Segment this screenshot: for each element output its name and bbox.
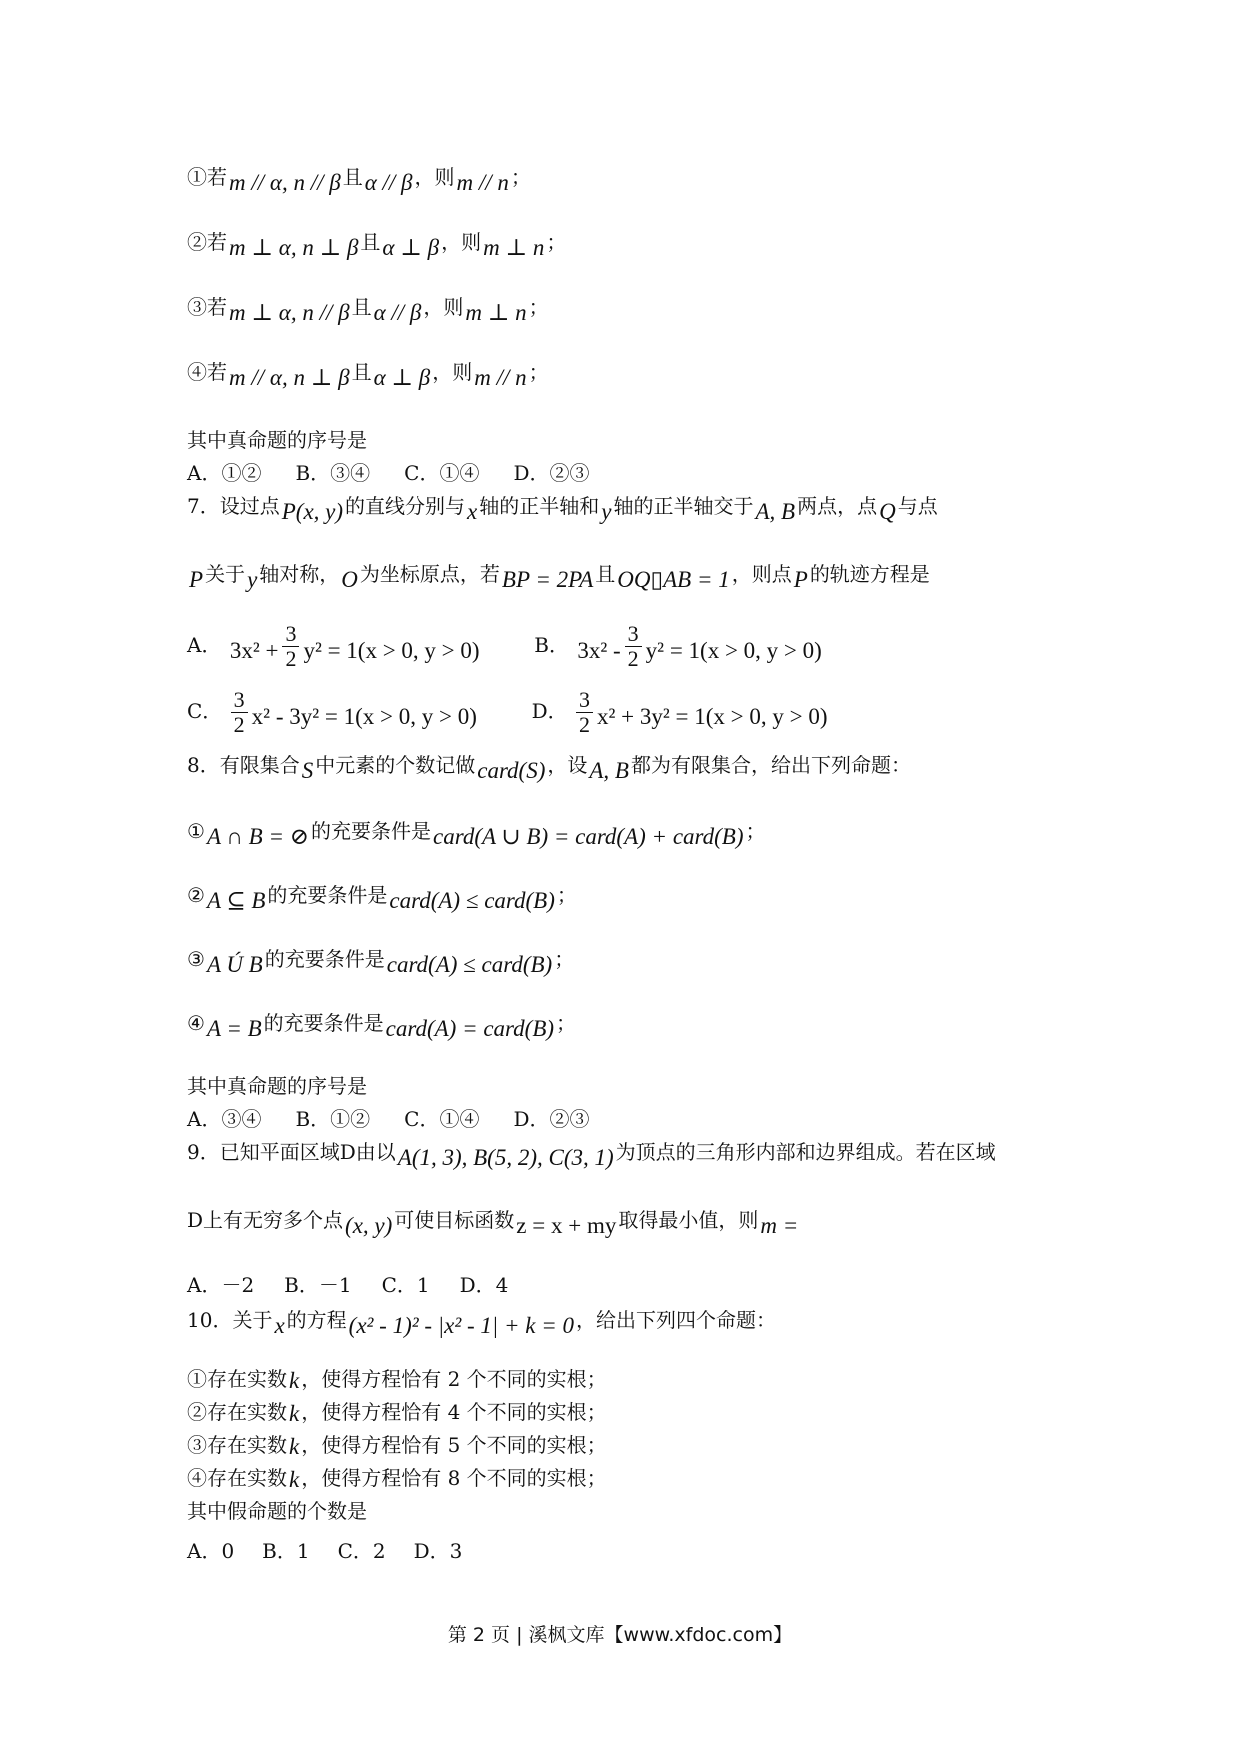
math-condition: m // α, n ⊥ β — [229, 365, 350, 390]
option-d: D．3 — [413, 1539, 463, 1563]
q8-prop-3 — [187, 946, 575, 977]
math: x² + 3y² = 1(x > 0, y > 0) — [596, 704, 828, 729]
denominator: 2 — [233, 712, 245, 737]
option-d: D．4 — [459, 1273, 509, 1297]
q10-options — [187, 1538, 496, 1564]
text: 轴对称， — [259, 562, 340, 586]
prop-number: ① — [187, 819, 205, 843]
numerator: 3 — [282, 622, 299, 647]
math-result: card(A ∪ B) = card(A) + card(B) — [433, 824, 744, 849]
prop-number: ② — [187, 230, 207, 254]
text: 的充要条件是 — [263, 1011, 384, 1035]
text: 为坐标原点，若 — [359, 562, 500, 586]
math-x: x — [467, 499, 478, 524]
text: 若 — [207, 165, 227, 189]
text: ，则 — [432, 360, 473, 384]
text: ，使得方程恰有 5 个不同的实根； — [301, 1433, 607, 1457]
text: ，则 — [414, 165, 455, 189]
option-a: A．－2 — [187, 1273, 255, 1297]
option-c: C．①④ — [404, 1107, 480, 1131]
text: 都为有限集合，给出下列命题： — [630, 753, 911, 777]
q6-options — [187, 460, 624, 486]
math-vector-eq: BP = 2PA — [501, 567, 594, 592]
fraction — [625, 622, 642, 671]
option-b: B．①② — [295, 1107, 371, 1131]
math-result: card(A) = card(B) — [385, 1016, 555, 1041]
q8-prop-4 — [187, 1010, 577, 1041]
math-k: k — [289, 1401, 300, 1426]
math-x: x — [274, 1313, 285, 1338]
q6-question: 其中真命题的序号是 — [187, 428, 367, 452]
math-objective: z = x + my — [516, 1213, 617, 1238]
text: 轴的正半轴和 — [479, 494, 600, 518]
text: 取得最小值，则 — [618, 1208, 759, 1232]
q7-stem-line-1 — [187, 493, 938, 524]
math-condition: m ⊥ α, n ⊥ β — [229, 235, 359, 260]
math-condition: α ⊥ β — [382, 235, 440, 260]
option-c — [187, 687, 485, 737]
prop-number: ① — [187, 165, 207, 189]
text: 且 — [351, 295, 372, 319]
numerator: 3 — [231, 688, 248, 713]
math-p: P — [189, 567, 204, 592]
text: ，使得方程恰有 8 个不同的实根； — [301, 1466, 607, 1490]
text: 的方程 — [286, 1308, 347, 1332]
text: ，则 — [423, 295, 464, 319]
fraction — [231, 688, 248, 737]
prop-number: ④ — [187, 1011, 205, 1035]
math-k: k — [289, 1368, 300, 1393]
prop-number: ② — [187, 1400, 207, 1424]
text: 的直线分别与 — [345, 494, 466, 518]
option-label: C． — [187, 699, 223, 723]
q8-options — [187, 1106, 624, 1132]
math-conclusion: m // n — [456, 170, 509, 195]
text: ； — [528, 360, 549, 384]
math: y² = 1(x > 0, y > 0) — [645, 638, 822, 663]
option-d — [531, 687, 830, 737]
option-c: C．①④ — [404, 461, 480, 485]
numerator: 3 — [576, 688, 593, 713]
text: ，使得方程恰有 2 个不同的实根； — [301, 1367, 607, 1391]
fraction — [282, 622, 299, 671]
math-condition: A = B — [206, 1016, 262, 1041]
math-q: Q — [879, 499, 896, 524]
text: 存在实数 — [207, 1367, 287, 1391]
option-a: A．③④ — [187, 1107, 262, 1131]
math-p: P — [793, 567, 808, 592]
math-condition: A ∩ B = ⊘ — [206, 824, 310, 849]
math: 3x² + — [229, 638, 279, 663]
prop-number: ④ — [187, 360, 207, 384]
q10-question: 其中假命题的个数是 — [187, 1499, 367, 1523]
q10-prop-3 — [187, 1432, 607, 1458]
text: 且 — [595, 562, 616, 586]
q7-options-cd — [187, 688, 829, 737]
prop-number: ③ — [187, 947, 205, 971]
prop-number: ③ — [187, 295, 207, 319]
q8-stem — [187, 752, 911, 783]
q6-prop-2 — [187, 229, 567, 260]
option-d: D．②③ — [513, 1107, 590, 1131]
math-condition: α // β — [364, 170, 413, 195]
text: 两点，点 — [797, 494, 878, 518]
prop-number: ③ — [187, 1433, 207, 1457]
page-footer: 第 2 页 | 溪枫文库【www.xfdoc.com】 — [447, 1624, 793, 1646]
option-c: C．1 — [381, 1273, 430, 1297]
math-conclusion: m // n — [474, 365, 527, 390]
math: y² = 1(x > 0, y > 0) — [303, 638, 480, 663]
text: 的充要条件是 — [264, 947, 385, 971]
option-a — [187, 621, 488, 671]
text: 8．有限集合 — [187, 753, 300, 777]
q6-prop-4 — [187, 359, 549, 390]
math-ab: A, B — [755, 499, 796, 524]
text: ，给出下列四个命题： — [575, 1308, 776, 1332]
math-y: y — [247, 567, 258, 592]
text: 且 — [360, 230, 381, 254]
text: ； — [556, 883, 577, 907]
prop-number: ② — [187, 883, 205, 907]
q9-options — [187, 1272, 542, 1298]
text: 存在实数 — [207, 1433, 287, 1457]
text: 7．设过点 — [187, 494, 280, 518]
denominator: 2 — [627, 646, 639, 671]
option-label: A． — [187, 633, 222, 657]
text: 且 — [342, 165, 363, 189]
math-result: card(A) ≤ card(B) — [386, 952, 553, 977]
text: ，使得方程恰有 4 个不同的实根； — [301, 1400, 607, 1424]
text: 的充要条件是 — [267, 883, 388, 907]
math-condition: m // α, n // β — [229, 170, 341, 195]
math-m: m = — [760, 1213, 799, 1238]
math-condition: α ⊥ β — [373, 365, 431, 390]
text: 且 — [351, 360, 372, 384]
text: 的充要条件是 — [311, 819, 432, 843]
option-b: B．－1 — [284, 1273, 352, 1297]
text: ，则点 — [731, 562, 792, 586]
text: D上有无穷多个点 — [187, 1208, 344, 1232]
q10-prop-2 — [187, 1399, 607, 1425]
option-b: B．③④ — [295, 461, 371, 485]
denominator: 2 — [285, 646, 297, 671]
option-a: A．①② — [187, 461, 262, 485]
math-point: (x, y) — [345, 1213, 393, 1238]
q10-stem — [187, 1307, 776, 1338]
option-label: D． — [531, 699, 568, 723]
math: x² - 3y² = 1(x > 0, y > 0) — [251, 704, 477, 729]
text: 与点 — [897, 494, 938, 518]
fraction — [576, 688, 593, 737]
math-k: k — [289, 1434, 300, 1459]
q9-stem-line-1 — [187, 1139, 996, 1170]
text: 若 — [207, 295, 227, 319]
text: 轴的正半轴交于 — [613, 494, 754, 518]
option-b — [534, 621, 824, 671]
option-a: A．0 — [187, 1539, 235, 1563]
q10-prop-1 — [187, 1366, 607, 1392]
text: ； — [556, 1011, 577, 1035]
option-label: B． — [534, 633, 569, 657]
text: ； — [510, 165, 531, 189]
text: 可使目标函数 — [394, 1208, 515, 1232]
text: 关于 — [205, 562, 246, 586]
q9-stem-line-2 — [187, 1207, 800, 1238]
q6-prop-1 — [187, 164, 531, 195]
text: 10．关于 — [187, 1308, 273, 1332]
text: ； — [546, 230, 567, 254]
option-c: C．2 — [337, 1539, 386, 1563]
math-o: O — [341, 567, 358, 592]
q8-prop-1 — [187, 818, 766, 849]
math-card: card(S) — [477, 758, 546, 783]
text: 中元素的个数记做 — [315, 753, 476, 777]
math-condition: A Ú B — [206, 952, 263, 977]
text: ； — [554, 947, 575, 971]
text: 的轨迹方程是 — [809, 562, 930, 586]
prop-number: ④ — [187, 1466, 207, 1490]
math-conclusion: m ⊥ n — [483, 235, 545, 260]
text: 9．已知平面区域D由以 — [187, 1140, 396, 1164]
text: 存在实数 — [207, 1400, 287, 1424]
math-condition: α // β — [373, 300, 422, 325]
math-k: k — [289, 1467, 300, 1492]
math-condition: m ⊥ α, n // β — [229, 300, 350, 325]
math-points: A(1, 3), B(5, 2), C(3, 1) — [397, 1145, 614, 1170]
numerator: 3 — [625, 622, 642, 647]
prop-number: ① — [187, 1367, 207, 1391]
q7-stem-line-2 — [187, 561, 930, 592]
text: 若 — [207, 230, 227, 254]
math: 3x² - — [577, 638, 621, 663]
text: 存在实数 — [207, 1466, 287, 1490]
math-equation: (x² - 1)² - |x² - 1| + k = 0 — [348, 1313, 574, 1338]
text: 若 — [207, 360, 227, 384]
denominator: 2 — [578, 712, 590, 737]
math-s: S — [301, 758, 314, 783]
q8-question: 其中真命题的序号是 — [187, 1074, 367, 1098]
q8-prop-2 — [187, 882, 577, 913]
text: ； — [745, 819, 766, 843]
text: ； — [528, 295, 549, 319]
q7-options-ab — [187, 622, 824, 671]
math-ab: A, B — [589, 758, 629, 783]
q10-prop-4 — [187, 1465, 607, 1491]
option-b: B．1 — [262, 1539, 310, 1563]
math-conclusion: m ⊥ n — [465, 300, 527, 325]
math-result: card(A) ≤ card(B) — [389, 888, 555, 913]
math-dot-eq: OQ▯AB = 1 — [617, 567, 730, 592]
text: ，设 — [547, 753, 588, 777]
math-condition: A ⊆ B — [206, 888, 266, 913]
math-point-p: P(x, y) — [281, 499, 344, 524]
option-d: D．②③ — [513, 461, 590, 485]
q6-prop-3 — [187, 294, 549, 325]
text: ，则 — [441, 230, 482, 254]
math-y: y — [601, 499, 612, 524]
text: 为顶点的三角形内部和边界组成。若在区域 — [615, 1140, 996, 1164]
